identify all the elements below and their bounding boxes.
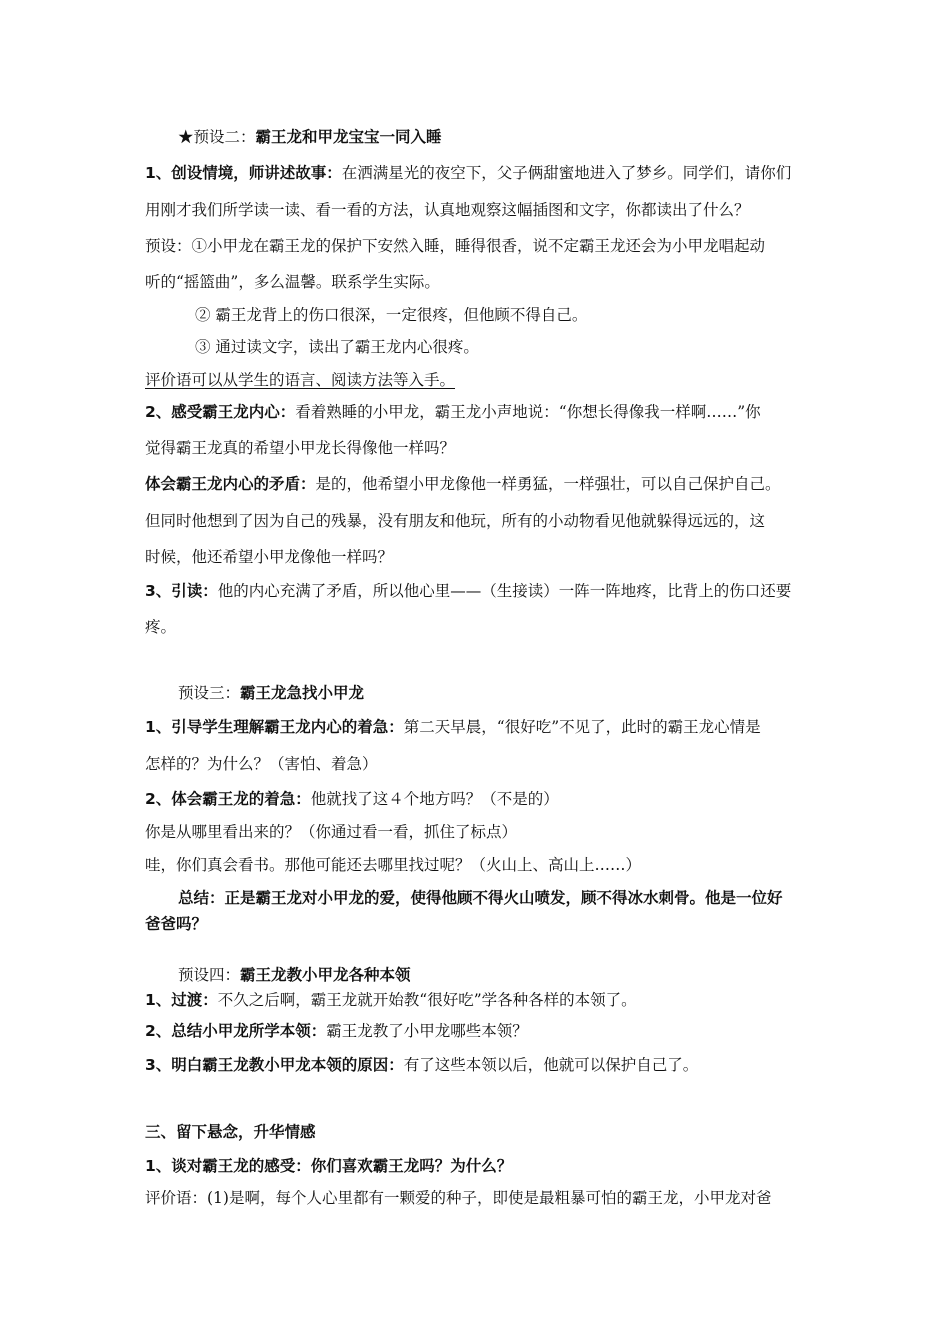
s2-p3-text: 是的，他希望小甲龙像他一样勇猛，一样强壮，可以自己保护自己。 — [315, 475, 781, 493]
s3-summary: 总结：正是霸王龙对小甲龙的爱，使得他顾不得火山喷发，顾不得冰水刺骨。他是一位好 — [178, 889, 783, 907]
s4-heading-prefix: 预设四： — [178, 966, 241, 984]
s2-heading — [178, 127, 442, 147]
s2-paragraph-3 — [145, 474, 781, 494]
s2-heading-title: 霸王龙和甲龙宝宝一同入睡 — [255, 128, 442, 146]
s2-p3-label: 体会霸王龙内心的矛盾： — [145, 475, 316, 493]
s2-p3-cont1: 但同时他想到了因为自己的残暴，没有朋友和他玩，所有的小动物看见他就躲得远远的，这 — [145, 512, 766, 530]
s3-p1-label: 1、引导学生理解霸王龙内心的着急： — [145, 718, 404, 736]
s2-preset-1: 预设：①小甲龙在霸王龙的保护下安然入睡，睡得很香，说不定霸王龙还会为小甲龙唱起动 — [145, 237, 766, 255]
s4-p3-text: 有了这些本领以后，他就可以保护自己了。 — [403, 1056, 699, 1074]
s2-preset-3: ③ 通过读文字，读出了霸王龙内心很疼。 — [195, 338, 479, 356]
s3-heading — [178, 683, 364, 703]
s2-p3-cont2: 时候，他还希望小甲龙像他一样吗？ — [145, 548, 394, 566]
s3-p2-label: 2、体会霸王龙的着急： — [145, 790, 311, 808]
s3-summary-cont: 爸爸吗？ — [145, 915, 208, 933]
s2-p2-label: 2、感受霸王龙内心： — [145, 403, 296, 421]
s2-p4-text: 他的内心充满了矛盾，所以他心里——（生接读）一阵一阵地疼，比背上的伤口还要 — [217, 582, 792, 600]
s3-p2-text: 他就找了这４个地方吗？（不是的） — [310, 790, 559, 808]
s2-paragraph-1 — [145, 163, 791, 183]
s3-heading-prefix: 预设三： — [178, 684, 241, 702]
s3-paragraph-1 — [145, 717, 761, 737]
s2-p1-cont: 用刚才我们所学读一读、看一看的方法，认真地观察这幅插图和文字，你都读出了什么？ — [145, 201, 750, 219]
s4-p2-text: 霸王龙教了小甲龙哪些本领？ — [326, 1022, 528, 1040]
s3-paragraph-4: 哇，你们真会看书。那他可能还去哪里找过呢？（火山上、高山上……） — [145, 856, 642, 874]
s4-paragraph-3 — [145, 1055, 698, 1075]
s2-heading-prefix: ★预设二： — [178, 128, 256, 146]
s3-heading-title: 霸王龙急找小甲龙 — [240, 684, 365, 702]
s4-heading — [178, 965, 411, 985]
s3-p1-cont: 怎样的？为什么？（害怕、着急） — [145, 755, 378, 773]
s4-p3-label: 3、明白霸王龙教小甲龙本领的原因： — [145, 1056, 404, 1074]
s2-p4-cont: 疼。 — [145, 618, 177, 636]
s2-p1-label: 1、创设情境，师讲述故事： — [145, 164, 342, 182]
s2-p2-text: 看着熟睡的小甲龙，霸王龙小声地说：“你想长得像我一样啊……”你 — [295, 403, 761, 421]
s2-preset-2: ② 霸王龙背上的伤口很深，一定很疼，但他顾不得自己。 — [195, 306, 588, 324]
s4-p2-label: 2、总结小甲龙所学本领： — [145, 1022, 327, 1040]
s2-p1-text: 在洒满星光的夜空下，父子俩甜蜜地进入了梦乡。同学们，请你们 — [341, 164, 792, 182]
s5-heading: 三、留下悬念，升华情感 — [145, 1123, 316, 1141]
s3-paragraph-2 — [145, 789, 559, 809]
s4-p1-label: 1、过渡： — [145, 991, 218, 1009]
s2-paragraph-4 — [145, 581, 791, 601]
s4-p1-text: 不久之后啊，霸王龙就开始教“很好吃”学各种各样的本领了。 — [217, 991, 637, 1009]
s4-paragraph-2 — [145, 1021, 528, 1041]
s4-heading-title: 霸王龙教小甲龙各种本领 — [240, 966, 411, 984]
s3-paragraph-3: 你是从哪里看出来的？（你通过看一看，抓住了标点） — [145, 823, 518, 841]
s3-p1-text: 第二天早晨，“很好吃”不见了，此时的霸王龙心情是 — [403, 718, 761, 736]
s2-preset-1-cont: 听的“摇篮曲”，多么温馨。联系学生实际。 — [145, 273, 440, 291]
s2-eval-note: 评价语可以从学生的语言、阅读方法等入手。 — [145, 371, 456, 389]
s2-paragraph-2 — [145, 402, 761, 422]
s5-paragraph-2: 评价语：(1)是啊，每个人心里都有一颗爱的种子，即使是最粗暴可怕的霸王龙，小甲龙对爸 — [145, 1189, 772, 1207]
s2-p4-label: 3、引读： — [145, 582, 218, 600]
s5-paragraph-1: 1、谈对霸王龙的感受：你们喜欢霸王龙吗？为什么？ — [145, 1157, 513, 1175]
s2-p2-cont: 觉得霸王龙真的希望小甲龙长得像他一样吗？ — [145, 439, 456, 457]
s4-paragraph-1 — [145, 990, 637, 1010]
